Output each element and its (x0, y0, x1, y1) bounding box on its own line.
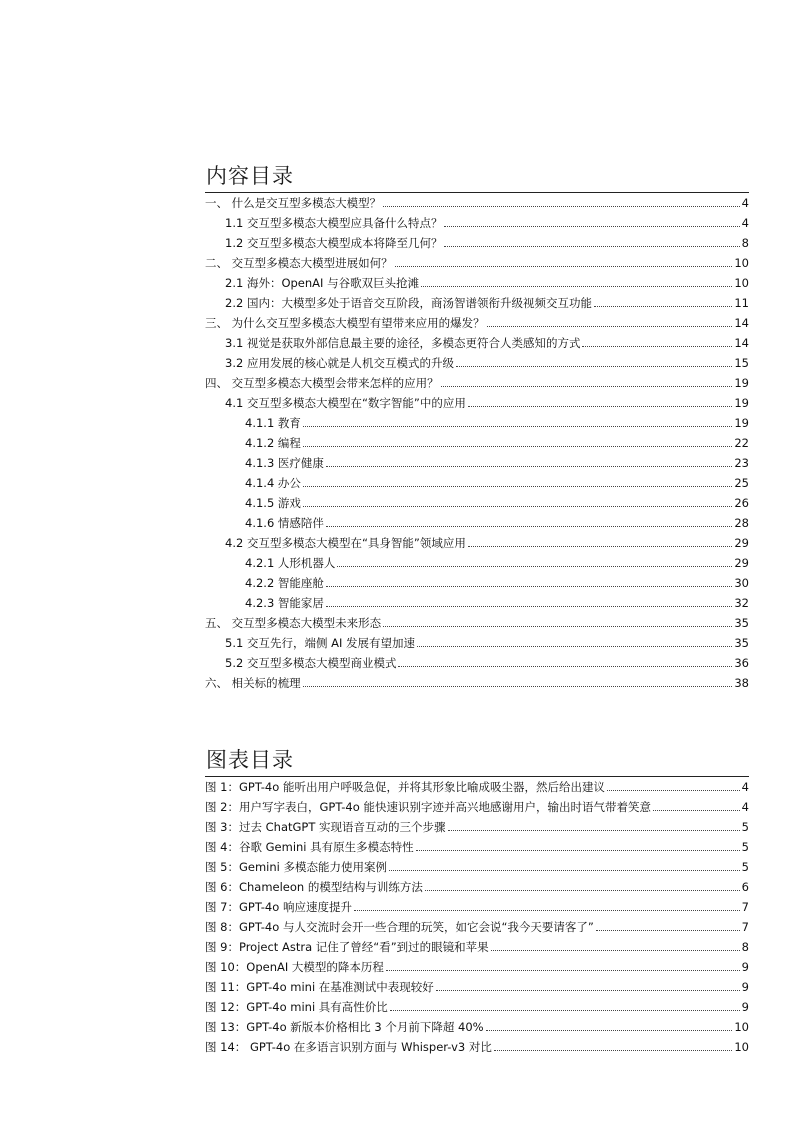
figure-entry-page: 4 (741, 780, 749, 794)
figure-entry-page: 6 (741, 880, 749, 894)
dot-leader (448, 830, 740, 831)
figures-list (205, 777, 749, 1057)
figure-entry[interactable] (205, 877, 749, 897)
dot-leader (444, 246, 739, 247)
dot-leader (607, 790, 740, 791)
toc-entry-title: 4.1.4 办公 (245, 476, 301, 490)
dot-leader (456, 366, 732, 367)
toc-entry-title: 四、 交互型多模态大模型会带来怎样的应用？ (205, 376, 439, 390)
figure-entry-title: 图 13：GPT-4o 新版本价格相比 3 个月前下降超 40% (205, 1020, 484, 1034)
figure-entry[interactable] (205, 997, 749, 1017)
toc-entry[interactable] (205, 333, 749, 353)
toc-entry-page: 25 (734, 476, 749, 490)
toc-entry-title: 2.2 国内：大模型多处于语音交互阶段，商汤智谱领衔升级视频交互功能 (225, 296, 592, 310)
figure-entry[interactable] (205, 1017, 749, 1037)
toc-entry[interactable] (205, 653, 749, 673)
dot-leader (436, 990, 740, 991)
figure-entry[interactable] (205, 857, 749, 877)
figure-entry-page: 5 (741, 840, 749, 854)
toc-entry[interactable] (205, 573, 749, 593)
figure-entry-page: 7 (741, 900, 749, 914)
toc-entry-title: 4.2 交互型多模态大模型在“具身智能”领域应用 (225, 536, 466, 550)
toc-entry-page: 19 (734, 376, 749, 390)
toc-entry-title: 4.1.2 编程 (245, 436, 301, 450)
toc-entry-page: 19 (734, 396, 749, 410)
dot-leader (383, 626, 732, 627)
toc-entry-page: 10 (734, 276, 749, 290)
toc-entry-title: 五、 交互型多模态大模型未来形态 (205, 616, 382, 630)
dot-leader (303, 446, 732, 447)
toc-entry-page: 10 (734, 256, 749, 270)
toc-entry-page: 8 (741, 236, 749, 250)
toc-entry-page: 35 (734, 616, 749, 630)
figure-entry-page: 10 (734, 1020, 749, 1034)
dot-leader (326, 606, 732, 607)
toc-entry[interactable] (205, 273, 749, 293)
dot-leader (421, 286, 732, 287)
figure-entry[interactable] (205, 837, 749, 857)
toc-entry-page: 14 (734, 316, 749, 330)
toc-entry[interactable] (205, 293, 749, 313)
toc-entry-title: 二、 交互型多模态大模型进展如何？ (205, 256, 393, 270)
dot-leader (303, 426, 732, 427)
dot-leader (326, 466, 732, 467)
figure-entry-title: 图 12：GPT-4o mini 具有高性价比 (205, 1000, 388, 1014)
figure-entry-title: 图 2：用户写字表白，GPT-4o 能快速识别字迹并高兴地感谢用户，输出时语气带着笑意 (205, 800, 651, 814)
toc-entry-page: 35 (734, 636, 749, 650)
toc-entry-title: 3.2 应用发展的核心就是人机交互模式的升级 (225, 356, 454, 370)
figure-entry-title: 图 11：GPT-4o mini 在基准测试中表现较好 (205, 980, 434, 994)
toc-entry-title: 5.1 交互先行，端侧 AI 发展有望加速 (225, 636, 416, 650)
figure-entry-page: 9 (741, 960, 749, 974)
toc-entry-title: 3.1 视觉是获取外部信息最主要的途径，多模态更符合人类感知的方式 (225, 336, 581, 350)
dot-leader (486, 1030, 733, 1031)
toc-entry[interactable] (205, 673, 749, 693)
dot-leader (326, 526, 732, 527)
toc-entry[interactable] (205, 373, 749, 393)
toc-entry-page: 4 (741, 196, 749, 210)
toc-entry-page: 32 (734, 596, 749, 610)
figure-entry[interactable] (205, 1037, 749, 1057)
figure-entry[interactable] (205, 897, 749, 917)
toc-entry-title: 5.2 交互型多模态大模型商业模式 (225, 656, 397, 670)
toc-entry[interactable] (205, 413, 749, 433)
toc-entry-page: 11 (734, 296, 749, 310)
toc-entry-page: 30 (734, 576, 749, 590)
toc-entry-title: 一、 什么是交互型多模态大模型？ (205, 196, 382, 210)
dot-leader (468, 546, 733, 547)
toc-entry-page: 15 (734, 356, 749, 370)
figure-entry-page: 9 (741, 1000, 749, 1014)
figure-entry-title: 图 14： GPT-4o 在多语言识别方面与 Whisper-v3 对比 (205, 1040, 492, 1054)
toc-entry[interactable] (205, 513, 749, 533)
toc-entry-title: 六、 相关标的梳理 (205, 676, 301, 690)
figure-entry-title: 图 3：过去 ChatGPT 实现语音互动的三个步骤 (205, 820, 446, 834)
toc-entry-title: 4.2.1 人形机器人 (245, 556, 336, 570)
toc-entry-title: 1.1 交互型多模态大模型应具备什么特点？ (225, 216, 443, 230)
toc-entry-page: 38 (734, 676, 749, 690)
toc-entry-page: 22 (734, 436, 749, 450)
figure-entry-page: 10 (734, 1040, 749, 1054)
figure-entry-title: 图 7：GPT-4o 响应速度提升 (205, 900, 352, 914)
figure-entry-title: 图 10：OpenAI 大模型的降本历程 (205, 960, 384, 974)
toc-entry[interactable] (205, 313, 749, 333)
dot-leader (390, 1010, 740, 1011)
figure-entry-page: 8 (741, 940, 749, 954)
toc-entry[interactable] (205, 393, 749, 413)
figure-entry-title: 图 1：GPT-4o 能听出用户呼吸急促，并将其形象比喻成吸尘器，然后给出建议 (205, 780, 605, 794)
toc-entry-page: 14 (734, 336, 749, 350)
toc-entry[interactable] (205, 253, 749, 273)
toc-entry[interactable] (205, 533, 749, 553)
figure-entry-page: 4 (741, 800, 749, 814)
dot-leader (354, 910, 740, 911)
dot-leader (395, 266, 733, 267)
figure-entry-title: 图 8：GPT-4o 与人交流时会开一些合理的玩笑，如它会说“我今天要请客了” (205, 920, 594, 934)
dot-leader (337, 566, 732, 567)
toc-entry[interactable] (205, 593, 749, 613)
toc-entry[interactable] (205, 633, 749, 653)
figure-entry[interactable] (205, 937, 749, 957)
figure-entry-title: 图 6：Chameleon 的模型结构与训练方法 (205, 880, 423, 894)
dot-leader (326, 586, 732, 587)
toc-entry-page: 29 (734, 536, 749, 550)
toc-entry[interactable] (205, 433, 749, 453)
dot-leader (398, 666, 732, 667)
toc-entry-title: 2.1 海外：OpenAI 与谷歌双巨头抢滩 (225, 276, 420, 290)
figure-entry[interactable] (205, 957, 749, 977)
dot-leader (416, 850, 740, 851)
dot-leader (582, 346, 732, 347)
toc-entry-title: 1.2 交互型多模态大模型成本将降至几何？ (225, 236, 443, 250)
toc-entry-page: 19 (734, 416, 749, 430)
toc-entry-page: 29 (734, 556, 749, 570)
dot-leader (653, 810, 740, 811)
toc-entry-page: 28 (734, 516, 749, 530)
toc-entry[interactable] (205, 353, 749, 373)
toc-entry-title: 4.1.6 情感陪伴 (245, 516, 324, 530)
dot-leader (441, 386, 733, 387)
toc-list (205, 193, 749, 693)
toc-entry-title: 4.1.3 医疗健康 (245, 456, 324, 470)
figure-entry[interactable] (205, 797, 749, 817)
toc-entry-title: 三、 为什么交互型多模态大模型有望带来应用的爆发？ (205, 316, 485, 330)
toc-entry[interactable] (205, 473, 749, 493)
toc-heading: 内容目录 (206, 164, 294, 188)
dot-leader (491, 950, 740, 951)
toc-entry-title: 4.1 交互型多模态大模型在“数字智能”中的应用 (225, 396, 466, 410)
dot-leader (386, 970, 740, 971)
toc-entry[interactable] (205, 553, 749, 573)
dot-leader (383, 206, 740, 207)
figure-entry-title: 图 9：Project Astra 记住了曾经“看”到过的眼镜和苹果 (205, 940, 489, 954)
toc-entry-title: 4.1.1 教育 (245, 416, 301, 430)
dot-leader (444, 226, 739, 227)
figure-entry-page: 5 (741, 820, 749, 834)
toc-entry-page: 36 (734, 656, 749, 670)
dot-leader (425, 890, 740, 891)
dot-leader (487, 326, 733, 327)
toc-entry-page: 26 (734, 496, 749, 510)
dot-leader (494, 1050, 732, 1051)
dot-leader (303, 486, 732, 487)
figure-entry[interactable] (205, 917, 749, 937)
dot-leader (417, 646, 732, 647)
figure-entry-page: 5 (741, 860, 749, 874)
figure-entry[interactable] (205, 817, 749, 837)
figure-entry[interactable] (205, 977, 749, 997)
dot-leader (594, 306, 732, 307)
toc-entry[interactable] (205, 193, 749, 213)
figures-heading: 图表目录 (206, 748, 294, 772)
toc-entry[interactable] (205, 233, 749, 253)
dot-leader (596, 930, 740, 931)
toc-entry[interactable] (205, 213, 749, 233)
toc-entry-title: 4.2.2 智能座舱 (245, 576, 324, 590)
toc-entry-title: 4.1.5 游戏 (245, 496, 301, 510)
toc-entry-title: 4.2.3 智能家居 (245, 596, 324, 610)
toc-entry[interactable] (205, 493, 749, 513)
dot-leader (468, 406, 733, 407)
figure-entry-page: 9 (741, 980, 749, 994)
toc-entry[interactable] (205, 613, 749, 633)
toc-entry-page: 4 (741, 216, 749, 230)
dot-leader (303, 506, 732, 507)
figure-entry-title: 图 5：Gemini 多模态能力使用案例 (205, 860, 387, 874)
figure-entry[interactable] (205, 777, 749, 797)
toc-entry[interactable] (205, 453, 749, 473)
figure-entry-title: 图 4：谷歌 Gemini 具有原生多模态特性 (205, 840, 414, 854)
toc-entry-page: 23 (734, 456, 749, 470)
dot-leader (389, 870, 740, 871)
figure-entry-page: 7 (741, 920, 749, 934)
dot-leader (303, 686, 733, 687)
